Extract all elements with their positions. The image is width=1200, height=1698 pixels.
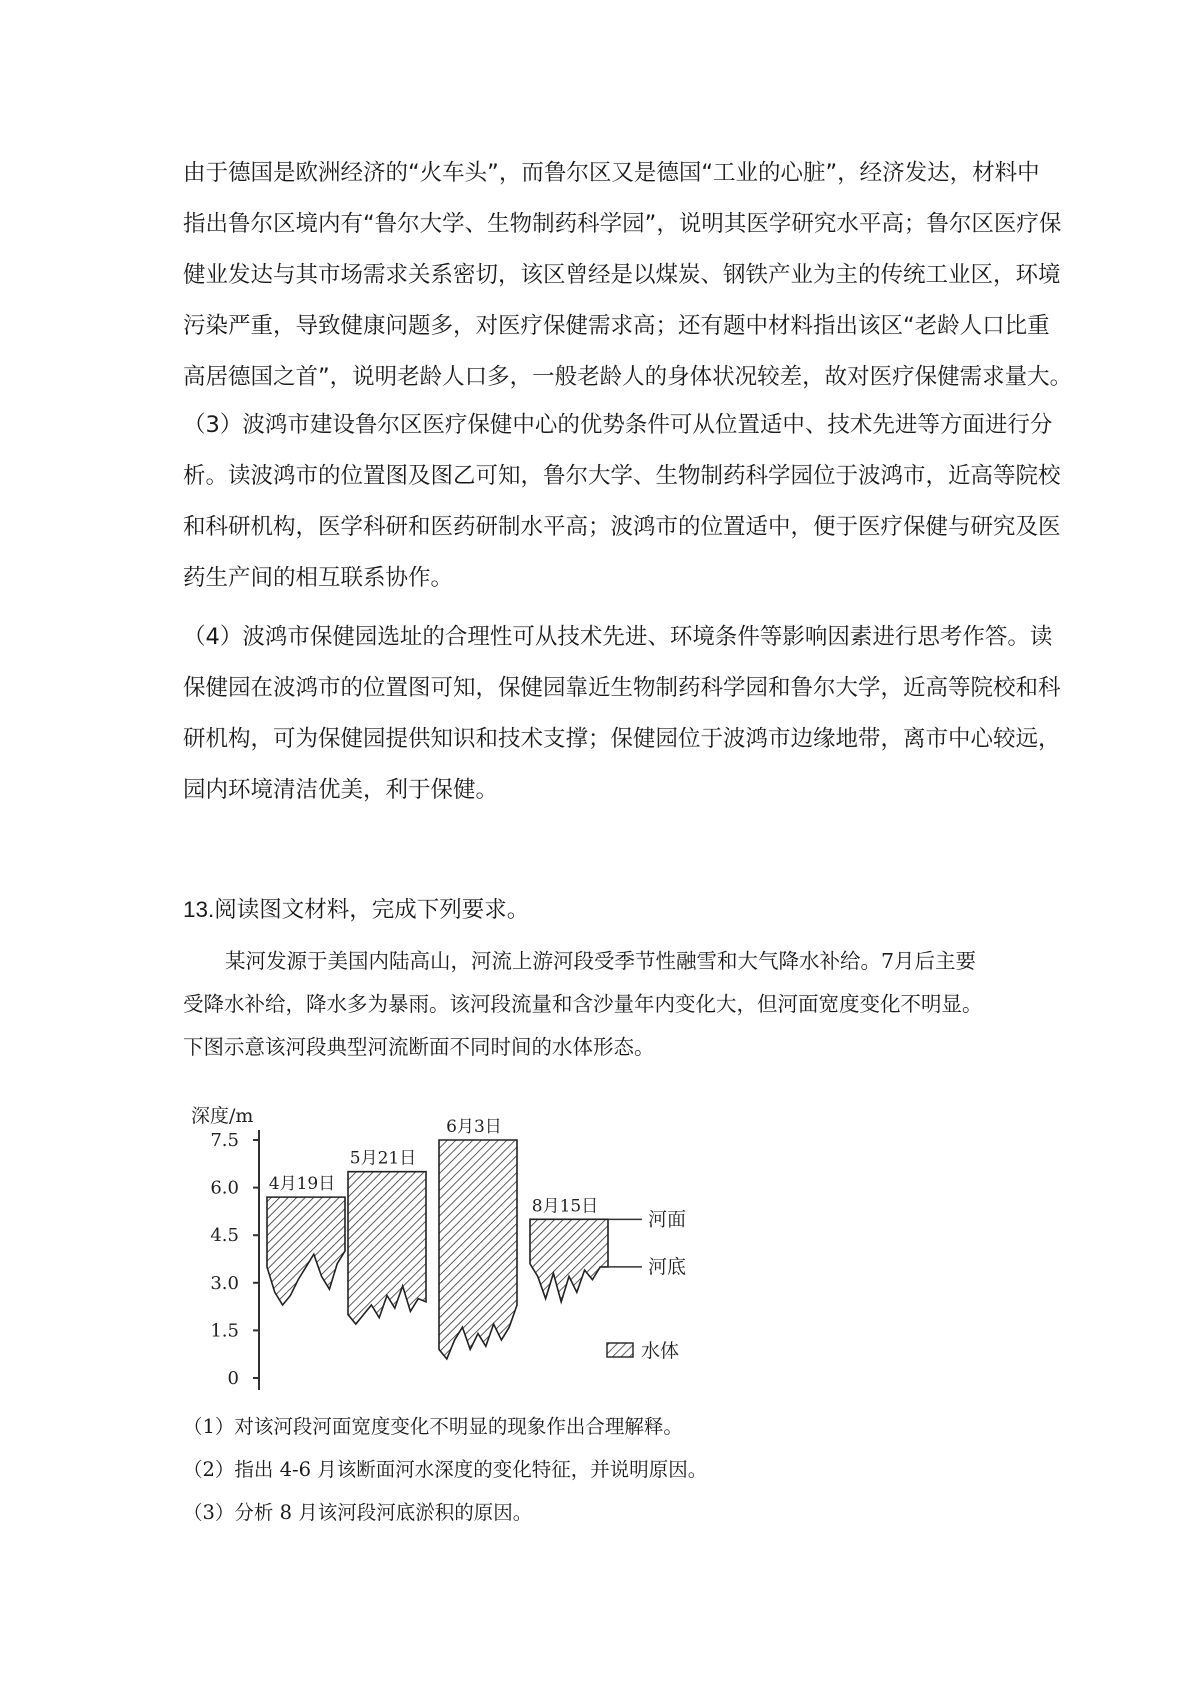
river-section-chart xyxy=(183,1090,763,1400)
y-tick-label: 3.0 xyxy=(210,1272,239,1294)
water-body-section xyxy=(439,1140,517,1359)
sub-questions xyxy=(183,1405,1033,1534)
y-tick-label: 7.5 xyxy=(210,1130,239,1151)
text-line: 受降水补给，降水多为暴雨。该河段流量和含沙量年内变化大，但河面宽度变化不明显。 xyxy=(183,992,983,1016)
text-line: 健业发达与其市场需求关系密切，该区曾经是以煤炭、钢铁产业为主的传统工业区，环境 xyxy=(183,262,1061,288)
question-text: 阅读图文材料，完成下列要求 xyxy=(214,897,507,923)
text-line: 析。读波鸿市的位置图及图乙可知，鲁尔大学、生物制药科学园位于波鸿市，近高等院校 xyxy=(183,463,1061,489)
text-line: （4）波鸿市保健园选址的合理性可从技术先进、环境条件等影响因素进行思考作答。读 xyxy=(183,624,1053,650)
y-tick-label: 0 xyxy=(227,1368,239,1389)
text-line: 高居德国之首”，说明老龄人口多，一般老龄人的身体状况较差，故对医疗保健需求量大。 xyxy=(183,364,1073,390)
surface-label: 河面 xyxy=(648,1208,687,1231)
y-axis-label: 深度/m xyxy=(191,1105,254,1127)
section-date-label: 6月3日 xyxy=(446,1117,502,1137)
section-date-label: 8月15日 xyxy=(531,1196,599,1217)
bed-label: 河底 xyxy=(648,1255,687,1278)
text-line: 园内环境清洁优美，利于保健。 xyxy=(183,777,499,803)
section-date-label: 5月21日 xyxy=(349,1148,417,1169)
sub-question-3: （3）分析 8 月该河段河底淤积的原因。 xyxy=(183,1501,533,1524)
river-section-figure xyxy=(183,1090,763,1400)
legend-swatch xyxy=(607,1343,633,1357)
text-line: 药生产间的相互联系协作。 xyxy=(183,565,454,591)
answer-paragraph-4 xyxy=(183,612,1061,816)
y-tick-label: 6.0 xyxy=(210,1177,239,1199)
text-line: 研机构，可为保健园提供知识和技术支撑；保健园位于波鸿市边缘地带，离市中心较远， xyxy=(183,726,1061,752)
y-tick-label: 4.5 xyxy=(210,1225,239,1247)
question-number: 13. xyxy=(183,897,215,922)
answer-paragraph-1 xyxy=(183,148,1073,403)
text-line: 保健园在波鸿市的位置图可知，保健园靠近生物制药科学园和鲁尔大学，近高等院校和科 xyxy=(183,675,1061,701)
text-line: 指出鲁尔区境内有“鲁尔大学、生物制药科学园”，说明其医学研究水平高；鲁尔区医疗保 xyxy=(183,211,1062,237)
text-line: 下图示意该河段典型河流断面不同时间的水体形态。 xyxy=(183,1035,655,1059)
text-line: （3）波鸿市建设鲁尔区医疗保健中心的优势条件可从位置适中、技术先进等方面进行分 xyxy=(183,412,1053,438)
sub-question-2: （2）指出 4-6 月该断面河水深度的变化特征，并说明原因。 xyxy=(183,1458,708,1481)
y-tick-label: 1.5 xyxy=(210,1320,239,1342)
sub-question-1: （1）对该河段河面宽度变化不明显的现象作出合理解释。 xyxy=(183,1415,683,1438)
material-text xyxy=(183,940,1033,1069)
answer-paragraph-3 xyxy=(183,400,1061,604)
legend-label: 水体 xyxy=(641,1340,680,1362)
water-body-section xyxy=(267,1197,345,1305)
text-line: 由于德国是欧洲经济的“火车头”，而鲁尔区又是德国“工业的心脏”，经济发达，材料中 xyxy=(183,160,1040,186)
text-line: 某河发源于美国内陆高山，河流上游河段受季节性融雪和大气降水补给。7月后主要 xyxy=(225,949,977,973)
text-line: 和科研机构，医学科研和医药研制水平高；波鸿市的位置适中，便于医疗保健与研究及医 xyxy=(183,514,1061,540)
text-line: 污染严重，导致健康问题多，对医疗保健需求高；还有题中材料指出该区“老龄人口比重 xyxy=(183,313,1050,339)
section-date-label: 4月19日 xyxy=(268,1174,336,1195)
water-body-section xyxy=(530,1219,608,1302)
water-body-section xyxy=(348,1172,426,1324)
question-end: 。 xyxy=(506,897,530,923)
question-13-heading xyxy=(183,892,1033,924)
